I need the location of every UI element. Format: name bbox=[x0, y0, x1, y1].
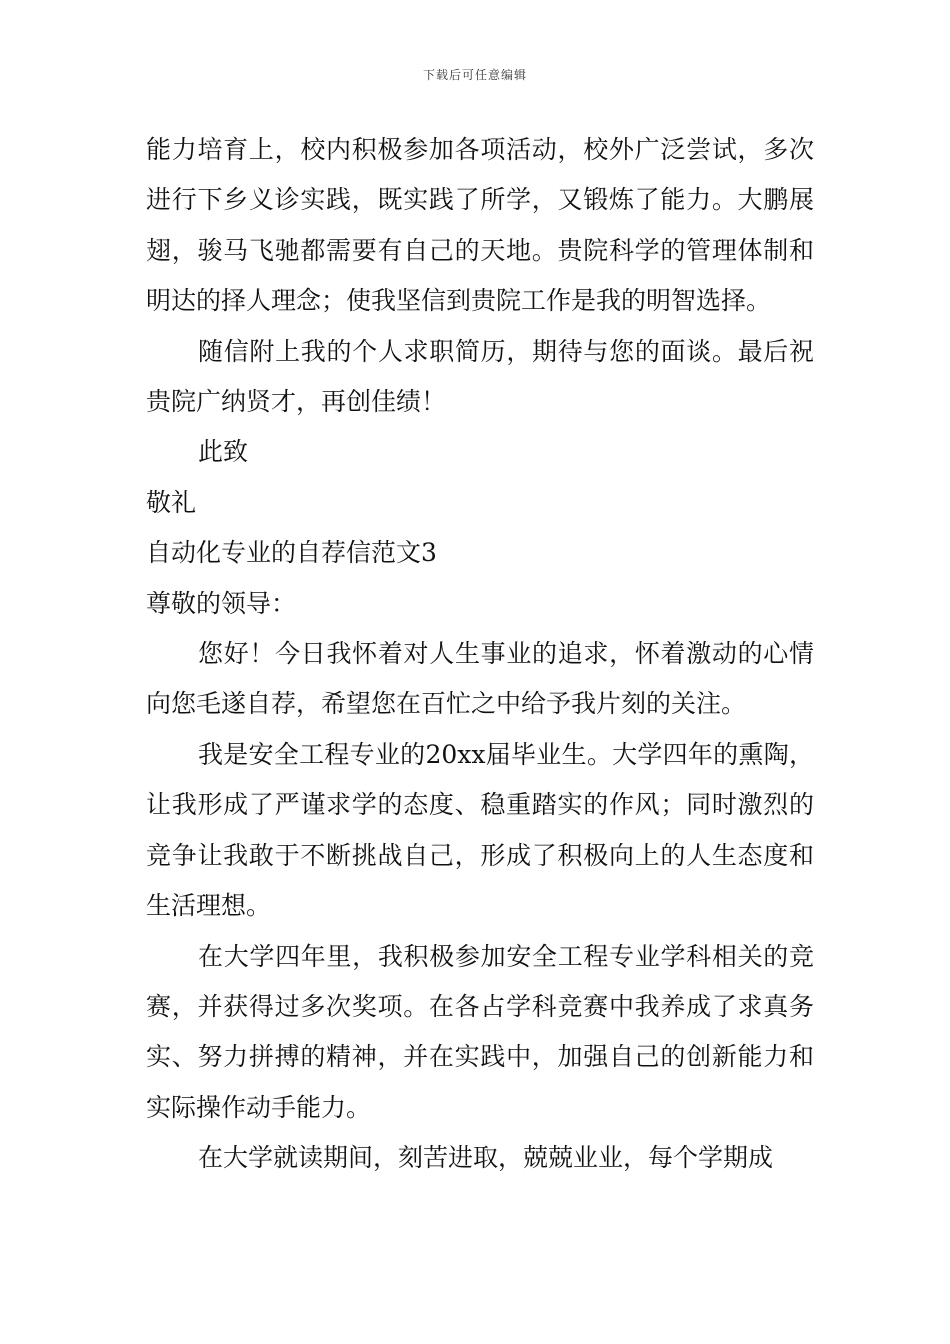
greeting-line: 尊敬的领导： bbox=[146, 588, 297, 618]
paragraph-graduate: 我是安全工程专业的20xx届毕业生。大学四年的熏陶，让我形成了严谨求学的态度、稳重踏实的作风；同时激烈的竞争让我敢于不断挑战自己，形成了积极向上的人生态度和生活理想。 bbox=[146, 739, 814, 921]
paragraph-ability: 能力培育上，校内积极参加各项活动，校外广泛尝试，多次进行下乡义诊实践，既实践了所学，又锻炼了能力。大鹏展翅，骏马飞驰都需要有自己的天地。贵院科学的管理体制和明达的择人理念；使我坚信到贵院工作是我的明智选择。 bbox=[146, 135, 814, 316]
page-header-note: 下载后可任意编辑 bbox=[422, 68, 527, 82]
paragraph-attach-resume: 随信附上我的个人求职简历，期待与您的面谈。最后祝贵院广纳贤才，再创佳绩！ bbox=[146, 336, 814, 417]
paragraph-competitions: 在大学四年里，我积极参加安全工程专业学科相关的竞赛，并获得过多次奖项。在各占学科竞赛中我养成了求真务实、努力拼搏的精神，并在实践中，加强自己的创新能力和实际操作动手能力。 bbox=[146, 941, 814, 1122]
closing-salutation: 此致 bbox=[198, 437, 249, 467]
paragraph-study-period: 在大学就读期间，刻苦进取，兢兢业业，每个学期成 bbox=[198, 1143, 774, 1173]
section-title: 自动化专业的自荐信范文3 bbox=[146, 538, 437, 568]
letter-body bbox=[146, 125, 814, 1184]
closing-respect: 敬礼 bbox=[146, 487, 197, 517]
paragraph-introduction: 您好！今日我怀着对人生事业的追求，怀着激动的心情向您毛遂自荐，希望您在百忙之中给予我片刻的关注。 bbox=[146, 639, 814, 719]
